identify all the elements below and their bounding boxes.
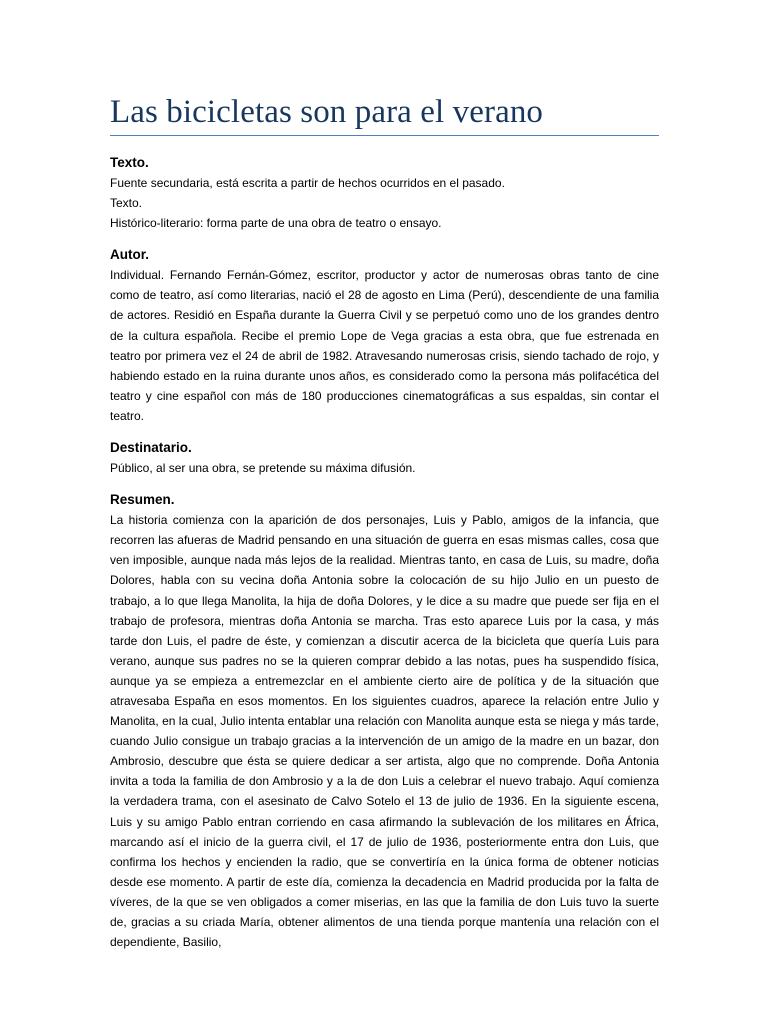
texto-line-texto: Texto. xyxy=(110,196,143,211)
autor-paragraph: Individual. Fernando Fernán-Gómez, escritor, productor y actor de numerosas obras tanto de cine como de teatro, así como literarias, nació el 28 de agosto en Lima (Perú), descendiente de una familia de actores. Residió en España durante la Guerra Civil y se perpetuó como uno de los grandes dentro de la cultura española. Recibe el premio Lope de Vega gracias a esta obra, que fue estrenada en teatro por primera vez el 24 de abril de 1982. Atravesando numerosas crisis, siendo tachado de rojo, y habiendo estado en la ruina durante unos años, es considerado como la persona más polifacética del teatro y cine español con más de 180 producciones cinematográficas a sus espaldas, sin contar el teatro. xyxy=(110,268,659,423)
destinatario-paragraph: Público, al ser una obra, se pretende su máxima difusión. xyxy=(110,461,416,476)
section-destinatario xyxy=(110,438,659,478)
texto-line-historico: Histórico-literario: forma parte de una obra de teatro o ensayo. xyxy=(110,216,442,231)
section-heading-autor: Autor. xyxy=(110,247,149,263)
section-heading-texto: Texto. xyxy=(110,155,149,170)
document-title: Las bicicletas son para el verano xyxy=(110,94,544,130)
texto-line-fuente: Fuente secundaria, está escrita a partir de hechos ocurridos en el pasado. xyxy=(110,176,505,190)
section-resumen xyxy=(110,490,659,952)
section-heading-resumen: Resumen. xyxy=(110,492,175,508)
section-texto xyxy=(110,153,659,233)
section-autor xyxy=(110,245,659,426)
title-underline-rule xyxy=(110,135,659,136)
section-heading-destinatario: Destinatario. xyxy=(110,440,192,456)
document-page xyxy=(110,0,659,952)
resumen-paragraph: La historia comienza con la aparición de dos personajes, Luis y Pablo, amigos de la infancia, que recorren las afueras de Madrid pensando en una situación de guerra en esas mismas calles, cosa que ven imposible, aunque nada más lejos de la realidad. Mientras tanto, en casa de Luis, su madre, doña Dolores, habla con su vecina doña Antonia sobre la colocación de su hijo Julio en un puesto de trabajo, a lo que llega Manolita, la hija de doña Dolores, y le dice a su madre que puede ser fija en el trabajo de profesora, mientras doña Antonia se marcha. Tras esto aparece Luis por la casa, y más tarde don Luis, el padre de éste, y comienzan a discutir acerca de la bicicleta que quería Luis para verano, aunque sus padres no se la quieren comprar debido a las notas, pues ha suspendido física, aunque ya se empieza a entremezclar en el ambiente cierto aire de política y de la situación que atravesaba España en esos momentos. En los siguientes cuadros, aparece la relación entre Julio y Manolita, en la cual, Julio intenta entablar una relación con Manolita aunque esta se niega y más tarde, cuando Julio consigue un trabajo gracias a la intervención de un amigo de la madre en un bazar, don Ambrosio, descubre que ésta se quiere dedicar a ser artista, algo que no comprende. Doña Antonia invita a toda la familia de don Ambrosio y a la de don Luis a celebrar el nuevo trabajo. Aquí comienza la verdadera trama, con el asesinato de Calvo Sotelo el 13 de julio de 1936. En la siguiente escena, Luis y su amigo Pablo entran corriendo en casa afirmando la sublevación de los militares en África, marcando así el inicio de la guerra civil, el 17 de julio de 1936, posteriormente entra don Luis, que confirma los hechos y encienden la radio, que se convertiría en la única forma de obtener noticias desde ese momento. A partir de este día, comienza la decadencia en Madrid producida por la falta de víveres, de la que se ven obligados a comer miserias, en las que la familia de don Luis tuvo la suerte de, gracias a su criada María, obtener alimentos de una tienda porque mantenía una relación con el dependiente, Basilio, xyxy=(110,513,659,950)
